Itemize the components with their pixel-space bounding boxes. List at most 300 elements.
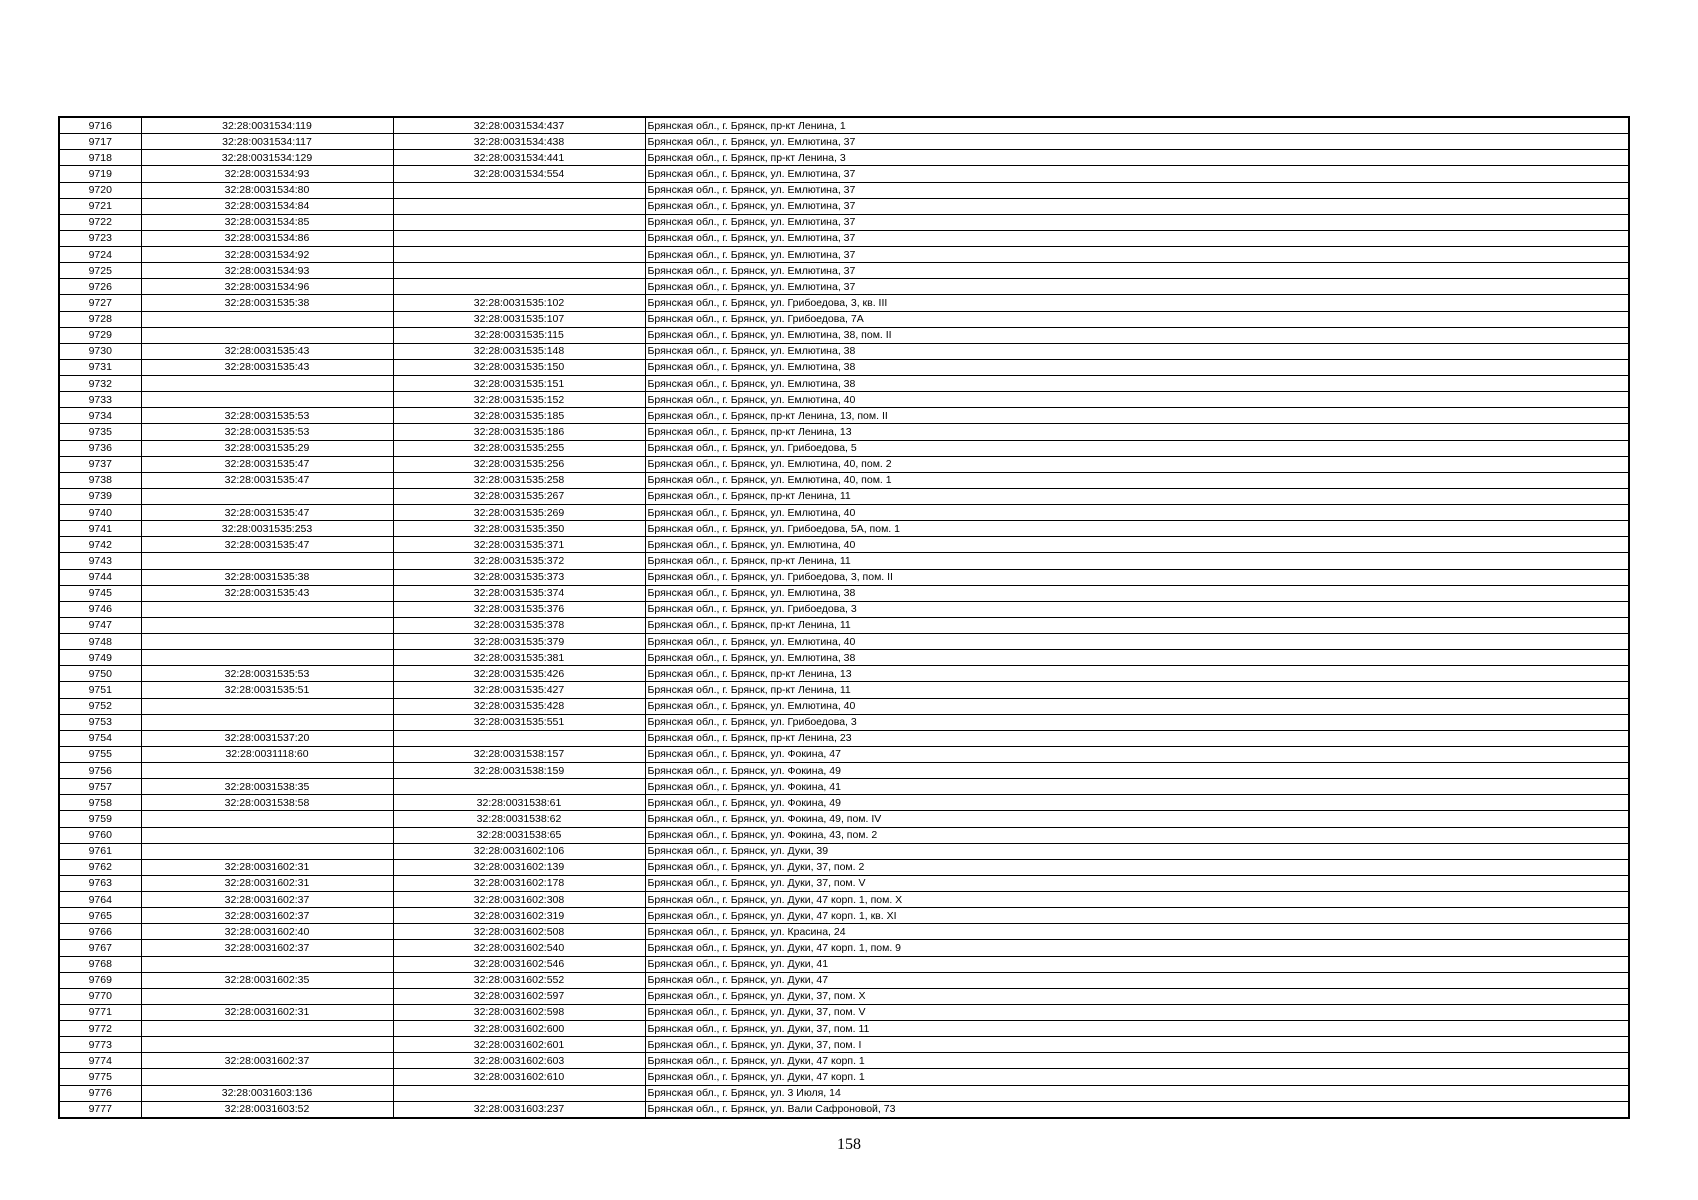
address-cell: Брянская обл., г. Брянск, ул. Дуки, 47 корп. 1 [645, 1069, 1629, 1085]
address-cell: Брянская обл., г. Брянск, ул. Емлютина, 40 [645, 634, 1629, 650]
table-row [59, 1101, 1629, 1118]
land-cadastral-number-cell: 32:28:0031534:86 [141, 230, 393, 246]
row-number-cell: 9767 [59, 940, 141, 956]
table-row [59, 924, 1629, 940]
row-number-cell: 9734 [59, 408, 141, 424]
address-cell: Брянская обл., г. Брянск, ул. Дуки, 37, пом. 2 [645, 859, 1629, 875]
land-cadastral-number-cell: 32:28:0031538:58 [141, 795, 393, 811]
land-cadastral-number-cell [141, 811, 393, 827]
table-row [59, 972, 1629, 988]
row-number-cell: 9742 [59, 537, 141, 553]
table-row [59, 956, 1629, 972]
table-row [59, 859, 1629, 875]
object-cadastral-number-cell: 32:28:0031602:106 [393, 843, 645, 859]
land-cadastral-number-cell: 32:28:0031534:92 [141, 247, 393, 263]
address-cell: Брянская обл., г. Брянск, ул. Емлютина, 37 [645, 134, 1629, 150]
address-cell: Брянская обл., г. Брянск, пр-кт Ленина, 11 [645, 682, 1629, 698]
land-cadastral-number-cell: 32:28:0031602:31 [141, 1004, 393, 1020]
address-cell: Брянская обл., г. Брянск, ул. Емлютина, 38 [645, 650, 1629, 666]
address-cell: Брянская обл., г. Брянск, ул. Емлютина, 40 [645, 392, 1629, 408]
row-number-cell: 9744 [59, 569, 141, 585]
object-cadastral-number-cell: 32:28:0031602:597 [393, 988, 645, 1004]
object-cadastral-number-cell [393, 263, 645, 279]
row-number-cell: 9732 [59, 376, 141, 392]
row-number-cell: 9722 [59, 214, 141, 230]
land-cadastral-number-cell: 32:28:0031535:38 [141, 295, 393, 311]
object-cadastral-number-cell: 32:28:0031535:151 [393, 376, 645, 392]
object-cadastral-number-cell: 32:28:0031535:185 [393, 408, 645, 424]
address-cell: Брянская обл., г. Брянск, пр-кт Ленина, 13 [645, 424, 1629, 440]
table-row [59, 730, 1629, 746]
object-cadastral-number-cell: 32:28:0031535:426 [393, 666, 645, 682]
address-cell: Брянская обл., г. Брянск, пр-кт Ленина, 23 [645, 730, 1629, 746]
address-cell: Брянская обл., г. Брянск, ул. Грибоедова, 3 [645, 714, 1629, 730]
object-cadastral-number-cell: 32:28:0031535:371 [393, 537, 645, 553]
address-cell: Брянская обл., г. Брянск, ул. Емлютина, 40 [645, 537, 1629, 553]
table-row [59, 376, 1629, 392]
table-row [59, 650, 1629, 666]
address-cell: Брянская обл., г. Брянск, ул. Грибоедова, 3 [645, 601, 1629, 617]
land-cadastral-number-cell [141, 1037, 393, 1053]
address-cell: Брянская обл., г. Брянск, ул. Грибоедова, 3, пом. II [645, 569, 1629, 585]
land-cadastral-number-cell: 32:28:0031535:53 [141, 666, 393, 682]
row-number-cell: 9725 [59, 263, 141, 279]
object-cadastral-number-cell: 32:28:0031535:107 [393, 311, 645, 327]
cadastral-table [58, 116, 1630, 1119]
land-cadastral-number-cell: 32:28:0031534:93 [141, 166, 393, 182]
land-cadastral-number-cell: 32:28:0031602:31 [141, 859, 393, 875]
object-cadastral-number-cell: 32:28:0031535:428 [393, 698, 645, 714]
table-row [59, 940, 1629, 956]
address-cell: Брянская обл., г. Брянск, ул. Емлютина, 37 [645, 214, 1629, 230]
address-cell: Брянская обл., г. Брянск, ул. Грибоедова, 3, кв. III [645, 295, 1629, 311]
table-row [59, 488, 1629, 504]
address-cell: Брянская обл., г. Брянск, ул. Дуки, 37, пом. I [645, 1037, 1629, 1053]
address-cell: Брянская обл., г. Брянск, ул. Емлютина, 37 [645, 263, 1629, 279]
land-cadastral-number-cell [141, 1069, 393, 1085]
table-row [59, 795, 1629, 811]
address-cell: Брянская обл., г. Брянск, ул. Емлютина, 38, пом. II [645, 327, 1629, 343]
object-cadastral-number-cell: 32:28:0031535:255 [393, 440, 645, 456]
land-cadastral-number-cell [141, 1021, 393, 1037]
row-number-cell: 9771 [59, 1004, 141, 1020]
table-row [59, 617, 1629, 633]
table-row [59, 875, 1629, 891]
row-number-cell: 9726 [59, 279, 141, 295]
table-row [59, 230, 1629, 246]
land-cadastral-number-cell: 32:28:0031602:40 [141, 924, 393, 940]
row-number-cell: 9736 [59, 440, 141, 456]
row-number-cell: 9769 [59, 972, 141, 988]
land-cadastral-number-cell: 32:28:0031538:35 [141, 779, 393, 795]
land-cadastral-number-cell: 32:28:0031535:29 [141, 440, 393, 456]
table-row [59, 295, 1629, 311]
address-cell: Брянская обл., г. Брянск, пр-кт Ленина, 11 [645, 488, 1629, 504]
land-cadastral-number-cell [141, 327, 393, 343]
address-cell: Брянская обл., г. Брянск, пр-кт Ленина, 13, пом. II [645, 408, 1629, 424]
table-row [59, 537, 1629, 553]
address-cell: Брянская обл., г. Брянск, ул. Дуки, 41 [645, 956, 1629, 972]
table-row [59, 263, 1629, 279]
land-cadastral-number-cell: 32:28:0031535:53 [141, 424, 393, 440]
land-cadastral-number-cell [141, 763, 393, 779]
table-row [59, 698, 1629, 714]
table-row [59, 892, 1629, 908]
object-cadastral-number-cell: 32:28:0031602:139 [393, 859, 645, 875]
object-cadastral-number-cell: 32:28:0031602:508 [393, 924, 645, 940]
row-number-cell: 9730 [59, 343, 141, 359]
address-cell: Брянская обл., г. Брянск, ул. Дуки, 37, пом. 11 [645, 1021, 1629, 1037]
row-number-cell: 9766 [59, 924, 141, 940]
row-number-cell: 9763 [59, 875, 141, 891]
table-row [59, 311, 1629, 327]
address-cell: Брянская обл., г. Брянск, ул. Емлютина, 38 [645, 585, 1629, 601]
land-cadastral-number-cell: 32:28:0031602:37 [141, 1053, 393, 1069]
land-cadastral-number-cell: 32:28:0031118:60 [141, 746, 393, 762]
row-number-cell: 9754 [59, 730, 141, 746]
row-number-cell: 9733 [59, 392, 141, 408]
object-cadastral-number-cell [393, 730, 645, 746]
object-cadastral-number-cell: 32:28:0031535:115 [393, 327, 645, 343]
address-cell: Брянская обл., г. Брянск, ул. Фокина, 49 [645, 795, 1629, 811]
object-cadastral-number-cell: 32:28:0031538:61 [393, 795, 645, 811]
row-number-cell: 9760 [59, 827, 141, 843]
object-cadastral-number-cell: 32:28:0031535:378 [393, 617, 645, 633]
table-row [59, 763, 1629, 779]
address-cell: Брянская обл., г. Брянск, ул. Фокина, 41 [645, 779, 1629, 795]
address-cell: Брянская обл., г. Брянск, ул. Емлютина, 40 [645, 505, 1629, 521]
table-row [59, 214, 1629, 230]
land-cadastral-number-cell: 32:28:0031535:47 [141, 537, 393, 553]
land-cadastral-number-cell: 32:28:0031534:96 [141, 279, 393, 295]
address-cell: Брянская обл., г. Брянск, ул. Фокина, 49 [645, 763, 1629, 779]
address-cell: Брянская обл., г. Брянск, ул. Емлютина, 40, пом. 1 [645, 472, 1629, 488]
table-row [59, 843, 1629, 859]
object-cadastral-number-cell: 32:28:0031602:178 [393, 875, 645, 891]
table-row [59, 343, 1629, 359]
land-cadastral-number-cell: 32:28:0031535:43 [141, 359, 393, 375]
row-number-cell: 9757 [59, 779, 141, 795]
object-cadastral-number-cell: 32:28:0031535:381 [393, 650, 645, 666]
land-cadastral-number-cell: 32:28:0031602:37 [141, 908, 393, 924]
table-row [59, 1037, 1629, 1053]
land-cadastral-number-cell [141, 714, 393, 730]
address-cell: Брянская обл., г. Брянск, пр-кт Ленина, 13 [645, 666, 1629, 682]
row-number-cell: 9749 [59, 650, 141, 666]
object-cadastral-number-cell [393, 779, 645, 795]
object-cadastral-number-cell [393, 230, 645, 246]
row-number-cell: 9721 [59, 198, 141, 214]
object-cadastral-number-cell: 32:28:0031535:373 [393, 569, 645, 585]
row-number-cell: 9737 [59, 456, 141, 472]
land-cadastral-number-cell: 32:28:0031534:93 [141, 263, 393, 279]
table-row [59, 811, 1629, 827]
table-row [59, 1004, 1629, 1020]
address-cell: Брянская обл., г. Брянск, ул. Дуки, 37, пом. V [645, 875, 1629, 891]
land-cadastral-number-cell: 32:28:0031535:43 [141, 585, 393, 601]
row-number-cell: 9752 [59, 698, 141, 714]
object-cadastral-number-cell: 32:28:0031535:376 [393, 601, 645, 617]
land-cadastral-number-cell: 32:28:0031535:51 [141, 682, 393, 698]
row-number-cell: 9762 [59, 859, 141, 875]
table-row [59, 601, 1629, 617]
object-cadastral-number-cell: 32:28:0031535:267 [393, 488, 645, 504]
table-row [59, 182, 1629, 198]
row-number-cell: 9739 [59, 488, 141, 504]
object-cadastral-number-cell: 32:28:0031535:350 [393, 521, 645, 537]
table-row [59, 988, 1629, 1004]
object-cadastral-number-cell: 32:28:0031535:374 [393, 585, 645, 601]
row-number-cell: 9748 [59, 634, 141, 650]
row-number-cell: 9764 [59, 892, 141, 908]
object-cadastral-number-cell: 32:28:0031602:308 [393, 892, 645, 908]
table-row [59, 247, 1629, 263]
table-row [59, 392, 1629, 408]
row-number-cell: 9746 [59, 601, 141, 617]
object-cadastral-number-cell: 32:28:0031535:372 [393, 553, 645, 569]
address-cell: Брянская обл., г. Брянск, ул. Фокина, 47 [645, 746, 1629, 762]
table-row [59, 682, 1629, 698]
object-cadastral-number-cell: 32:28:0031535:186 [393, 424, 645, 440]
address-cell: Брянская обл., г. Брянск, ул. Емлютина, 37 [645, 279, 1629, 295]
address-cell: Брянская обл., г. Брянск, ул. Дуки, 47 корп. 1, пом. X [645, 892, 1629, 908]
object-cadastral-number-cell: 32:28:0031535:150 [393, 359, 645, 375]
row-number-cell: 9765 [59, 908, 141, 924]
land-cadastral-number-cell [141, 956, 393, 972]
land-cadastral-number-cell: 32:28:0031534:80 [141, 182, 393, 198]
object-cadastral-number-cell: 32:28:0031538:159 [393, 763, 645, 779]
address-cell: Брянская обл., г. Брянск, ул. Вали Сафроновой, 73 [645, 1101, 1629, 1118]
land-cadastral-number-cell: 32:28:0031534:84 [141, 198, 393, 214]
address-cell: Брянская обл., г. Брянск, ул. Емлютина, 38 [645, 343, 1629, 359]
land-cadastral-number-cell: 32:28:0031602:37 [141, 892, 393, 908]
row-number-cell: 9719 [59, 166, 141, 182]
row-number-cell: 9777 [59, 1101, 141, 1118]
row-number-cell: 9717 [59, 134, 141, 150]
row-number-cell: 9772 [59, 1021, 141, 1037]
page-number: 158 [837, 1136, 861, 1153]
row-number-cell: 9776 [59, 1085, 141, 1101]
table-body [59, 117, 1629, 1118]
row-number-cell: 9759 [59, 811, 141, 827]
land-cadastral-number-cell: 32:28:0031602:31 [141, 875, 393, 891]
address-cell: Брянская обл., г. Брянск, ул. Дуки, 39 [645, 843, 1629, 859]
object-cadastral-number-cell [393, 279, 645, 295]
land-cadastral-number-cell [141, 311, 393, 327]
address-cell: Брянская обл., г. Брянск, ул. Дуки, 47 корп. 1, кв. XI [645, 908, 1629, 924]
address-cell: Брянская обл., г. Брянск, ул. Емлютина, 38 [645, 376, 1629, 392]
table-row [59, 553, 1629, 569]
table-row [59, 569, 1629, 585]
address-cell: Брянская обл., г. Брянск, ул. Дуки, 37, пом. X [645, 988, 1629, 1004]
address-cell: Брянская обл., г. Брянск, пр-кт Ленина, 3 [645, 150, 1629, 166]
table-row [59, 166, 1629, 182]
row-number-cell: 9775 [59, 1069, 141, 1085]
object-cadastral-number-cell: 32:28:0031535:148 [393, 343, 645, 359]
table-row [59, 714, 1629, 730]
table-row [59, 827, 1629, 843]
row-number-cell: 9753 [59, 714, 141, 730]
row-number-cell: 9751 [59, 682, 141, 698]
address-cell: Брянская обл., г. Брянск, пр-кт Ленина, 11 [645, 553, 1629, 569]
table-row [59, 1053, 1629, 1069]
address-cell: Брянская обл., г. Брянск, ул. Емлютина, 38 [645, 359, 1629, 375]
address-cell: Брянская обл., г. Брянск, ул. Дуки, 47 [645, 972, 1629, 988]
table-row [59, 746, 1629, 762]
land-cadastral-number-cell [141, 698, 393, 714]
land-cadastral-number-cell: 32:28:0031535:253 [141, 521, 393, 537]
row-number-cell: 9755 [59, 746, 141, 762]
object-cadastral-number-cell: 32:28:0031603:237 [393, 1101, 645, 1118]
land-cadastral-number-cell [141, 601, 393, 617]
table-row [59, 1085, 1629, 1101]
object-cadastral-number-cell: 32:28:0031602:600 [393, 1021, 645, 1037]
land-cadastral-number-cell: 32:28:0031535:47 [141, 505, 393, 521]
object-cadastral-number-cell: 32:28:0031602:319 [393, 908, 645, 924]
table-row [59, 1069, 1629, 1085]
object-cadastral-number-cell [393, 1085, 645, 1101]
object-cadastral-number-cell: 32:28:0031602:610 [393, 1069, 645, 1085]
object-cadastral-number-cell: 32:28:0031602:603 [393, 1053, 645, 1069]
land-cadastral-number-cell [141, 634, 393, 650]
land-cadastral-number-cell: 32:28:0031537:20 [141, 730, 393, 746]
address-cell: Брянская обл., г. Брянск, ул. Емлютина, 40, пом. 2 [645, 456, 1629, 472]
object-cadastral-number-cell: 32:28:0031534:554 [393, 166, 645, 182]
row-number-cell: 9731 [59, 359, 141, 375]
row-number-cell: 9773 [59, 1037, 141, 1053]
row-number-cell: 9720 [59, 182, 141, 198]
object-cadastral-number-cell: 32:28:0031602:540 [393, 940, 645, 956]
land-cadastral-number-cell [141, 843, 393, 859]
table-row [59, 150, 1629, 166]
land-cadastral-number-cell: 32:28:0031535:43 [141, 343, 393, 359]
table-row [59, 472, 1629, 488]
table-row [59, 198, 1629, 214]
address-cell: Брянская обл., г. Брянск, ул. Дуки, 47 корп. 1 [645, 1053, 1629, 1069]
table-row [59, 521, 1629, 537]
table-row [59, 908, 1629, 924]
land-cadastral-number-cell: 32:28:0031534:117 [141, 134, 393, 150]
table-row [59, 117, 1629, 134]
object-cadastral-number-cell: 32:28:0031535:258 [393, 472, 645, 488]
land-cadastral-number-cell [141, 827, 393, 843]
address-cell: Брянская обл., г. Брянск, ул. Емлютина, 37 [645, 230, 1629, 246]
land-cadastral-number-cell [141, 988, 393, 1004]
document-sheet [58, 116, 1628, 1119]
land-cadastral-number-cell [141, 392, 393, 408]
object-cadastral-number-cell: 32:28:0031602:601 [393, 1037, 645, 1053]
address-cell: Брянская обл., г. Брянск, ул. Фокина, 43, пом. 2 [645, 827, 1629, 843]
address-cell: Брянская обл., г. Брянск, ул. Емлютина, 37 [645, 166, 1629, 182]
row-number-cell: 9718 [59, 150, 141, 166]
address-cell: Брянская обл., г. Брянск, ул. Красина, 24 [645, 924, 1629, 940]
land-cadastral-number-cell: 32:28:0031535:47 [141, 456, 393, 472]
row-number-cell: 9770 [59, 988, 141, 1004]
row-number-cell: 9728 [59, 311, 141, 327]
row-number-cell: 9716 [59, 117, 141, 134]
object-cadastral-number-cell: 32:28:0031534:441 [393, 150, 645, 166]
land-cadastral-number-cell: 32:28:0031602:35 [141, 972, 393, 988]
table-row [59, 424, 1629, 440]
table-row [59, 1021, 1629, 1037]
address-cell: Брянская обл., г. Брянск, ул. Емлютина, 37 [645, 198, 1629, 214]
row-number-cell: 9761 [59, 843, 141, 859]
land-cadastral-number-cell: 32:28:0031603:52 [141, 1101, 393, 1118]
object-cadastral-number-cell: 32:28:0031535:427 [393, 682, 645, 698]
land-cadastral-number-cell: 32:28:0031603:136 [141, 1085, 393, 1101]
row-number-cell: 9756 [59, 763, 141, 779]
table-row [59, 134, 1629, 150]
row-number-cell: 9758 [59, 795, 141, 811]
land-cadastral-number-cell [141, 376, 393, 392]
row-number-cell: 9723 [59, 230, 141, 246]
address-cell: Брянская обл., г. Брянск, ул. Грибоедова, 7А [645, 311, 1629, 327]
object-cadastral-number-cell: 32:28:0031534:438 [393, 134, 645, 150]
table-row [59, 279, 1629, 295]
row-number-cell: 9729 [59, 327, 141, 343]
land-cadastral-number-cell: 32:28:0031534:119 [141, 117, 393, 134]
row-number-cell: 9724 [59, 247, 141, 263]
object-cadastral-number-cell: 32:28:0031602:598 [393, 1004, 645, 1020]
row-number-cell: 9738 [59, 472, 141, 488]
land-cadastral-number-cell [141, 650, 393, 666]
object-cadastral-number-cell: 32:28:0031535:269 [393, 505, 645, 521]
land-cadastral-number-cell: 32:28:0031602:37 [141, 940, 393, 956]
row-number-cell: 9750 [59, 666, 141, 682]
object-cadastral-number-cell [393, 182, 645, 198]
address-cell: Брянская обл., г. Брянск, ул. 3 Июля, 14 [645, 1085, 1629, 1101]
object-cadastral-number-cell: 32:28:0031602:546 [393, 956, 645, 972]
object-cadastral-number-cell: 32:28:0031538:157 [393, 746, 645, 762]
address-cell: Брянская обл., г. Брянск, ул. Грибоедова, 5 [645, 440, 1629, 456]
table-row [59, 634, 1629, 650]
row-number-cell: 9768 [59, 956, 141, 972]
row-number-cell: 9743 [59, 553, 141, 569]
address-cell: Брянская обл., г. Брянск, ул. Емлютина, 37 [645, 247, 1629, 263]
object-cadastral-number-cell [393, 198, 645, 214]
table-row [59, 505, 1629, 521]
address-cell: Брянская обл., г. Брянск, ул. Дуки, 37, пом. V [645, 1004, 1629, 1020]
row-number-cell: 9740 [59, 505, 141, 521]
land-cadastral-number-cell [141, 488, 393, 504]
object-cadastral-number-cell [393, 247, 645, 263]
object-cadastral-number-cell: 32:28:0031602:552 [393, 972, 645, 988]
table-row [59, 440, 1629, 456]
row-number-cell: 9727 [59, 295, 141, 311]
row-number-cell: 9774 [59, 1053, 141, 1069]
object-cadastral-number-cell: 32:28:0031535:256 [393, 456, 645, 472]
address-cell: Брянская обл., г. Брянск, ул. Грибоедова, 5А, пом. 1 [645, 521, 1629, 537]
row-number-cell: 9741 [59, 521, 141, 537]
land-cadastral-number-cell: 32:28:0031535:53 [141, 408, 393, 424]
table-row [59, 408, 1629, 424]
land-cadastral-number-cell: 32:28:0031535:38 [141, 569, 393, 585]
object-cadastral-number-cell: 32:28:0031535:102 [393, 295, 645, 311]
object-cadastral-number-cell [393, 214, 645, 230]
address-cell: Брянская обл., г. Брянск, ул. Емлютина, 37 [645, 182, 1629, 198]
table-row [59, 359, 1629, 375]
address-cell: Брянская обл., г. Брянск, пр-кт Ленина, 1 [645, 117, 1629, 134]
address-cell: Брянская обл., г. Брянск, ул. Емлютина, 40 [645, 698, 1629, 714]
object-cadastral-number-cell: 32:28:0031535:152 [393, 392, 645, 408]
object-cadastral-number-cell: 32:28:0031538:65 [393, 827, 645, 843]
land-cadastral-number-cell [141, 553, 393, 569]
object-cadastral-number-cell: 32:28:0031535:551 [393, 714, 645, 730]
object-cadastral-number-cell: 32:28:0031535:379 [393, 634, 645, 650]
address-cell: Брянская обл., г. Брянск, ул. Дуки, 47 корп. 1, пом. 9 [645, 940, 1629, 956]
land-cadastral-number-cell: 32:28:0031535:47 [141, 472, 393, 488]
row-number-cell: 9747 [59, 617, 141, 633]
